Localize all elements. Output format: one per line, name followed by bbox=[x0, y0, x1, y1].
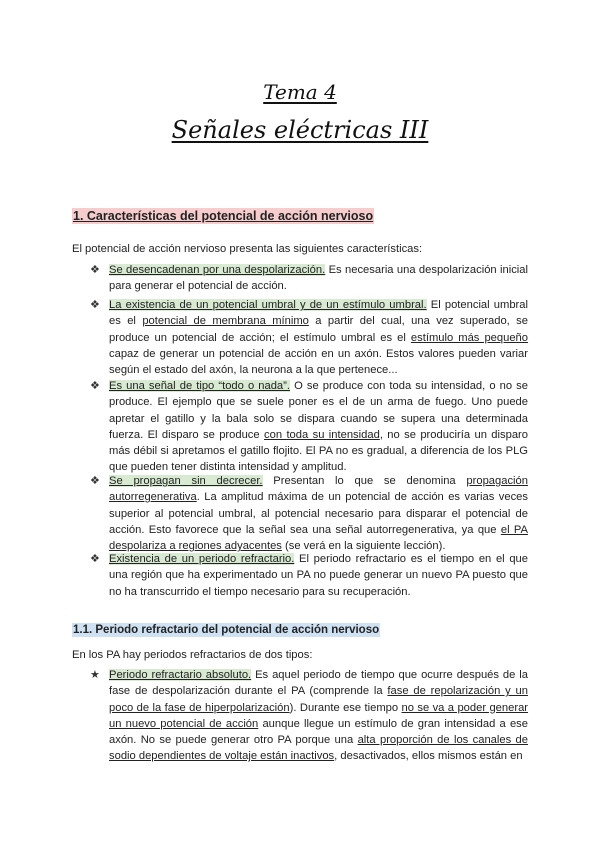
list-item: ★ Periodo refractario absoluto. Es aquel periodo de tiempo que ocurre después de la fase de despolarización durante el PA (comprende la fase de repolarización y un poco de la fase de hiperpolarización). Durante ese tiempo no se va a poder generar un nuevo potencial de acción aunque llegue un estímulo de gran intensidad a ese axón. No se puede generar otro PA porque una alta proporción de los canales de sodio dependientes de voltaje están inactivos, desactivados, ellos mismos están en bbox=[90, 669, 529, 763]
section-1-1-intro: En los PA hay periodos refractarios de dos tipos: bbox=[72, 649, 313, 661]
section-heading-1-1: 1.1. Periodo refractario del potencial de acción nervioso bbox=[73, 624, 380, 636]
section-heading-1: 1. Características del potencial de acción nervioso bbox=[73, 209, 374, 223]
list-item: ❖ Se desencadenan por una despolarización. Es necesaria una despolarización inicial para generar el potencial de acción. bbox=[90, 264, 528, 293]
diamond-bullet-icon: ❖ bbox=[90, 299, 100, 311]
list-item: ❖ Se propagan sin decrecer. Presentan lo que se denomina propagación autorregenerativa. La amplitud máxima de un potencial de acción es varias veces superior al potencial umbral, al potencial necesario para disparar el potencial de acción. Esto favorece que la señal sea una señal autorregenerativa, ya que el PA despolariza a regiones adyacentes (se verá en la siguiente lección). bbox=[90, 475, 528, 553]
list-item: ❖ Existencia de un periodo refractario. El periodo refractario es el tiempo en el que una región que ha experimentado un PA no puede generar un nuevo PA puesto que no ha transcurrido el tiempo necesario para su recuperación. bbox=[90, 553, 528, 598]
diamond-bullet-icon: ❖ bbox=[90, 380, 100, 392]
list-item: ❖ Es una señal de tipo “todo o nada”. O se produce con toda su intensidad, o no se produce. El ejemplo que se suele poner es el de un arma de fuego. Uno puede apretar el gatillo y la bala solo se dispara cuando se supera una determinada fuerza. El disparo se produce con toda su intensidad, no se produciría un disparo más débil si apretamos el gatillo flojito. El PA no es gradual, a diferencia de los PLG que pueden tener distinta intensidad y amplitud. bbox=[90, 380, 528, 474]
list-item: ❖ La existencia de un potencial umbral y de un estímulo umbral. El potencial umbral es el potencial de membrana mínimo a partir del cual, una vez superado, se produce un potencial de acción; el estímulo umbral es el estímulo más pequeño capaz de generar un potencial de acción en un axón. Estos valores pueden variar según el estado del axón, la neurona a la que pertenece... bbox=[90, 299, 529, 377]
diamond-bullet-icon: ❖ bbox=[90, 475, 100, 487]
doc-title: Tema 4 bbox=[263, 80, 337, 104]
diamond-bullet-icon: ❖ bbox=[90, 264, 100, 276]
section-1-intro: El potencial de acción nervioso presenta las siguientes características: bbox=[72, 243, 423, 255]
doc-subtitle: Señales eléctricas III bbox=[171, 116, 429, 144]
diamond-bullet-icon: ❖ bbox=[90, 553, 100, 565]
star-bullet-icon: ★ bbox=[90, 669, 100, 681]
